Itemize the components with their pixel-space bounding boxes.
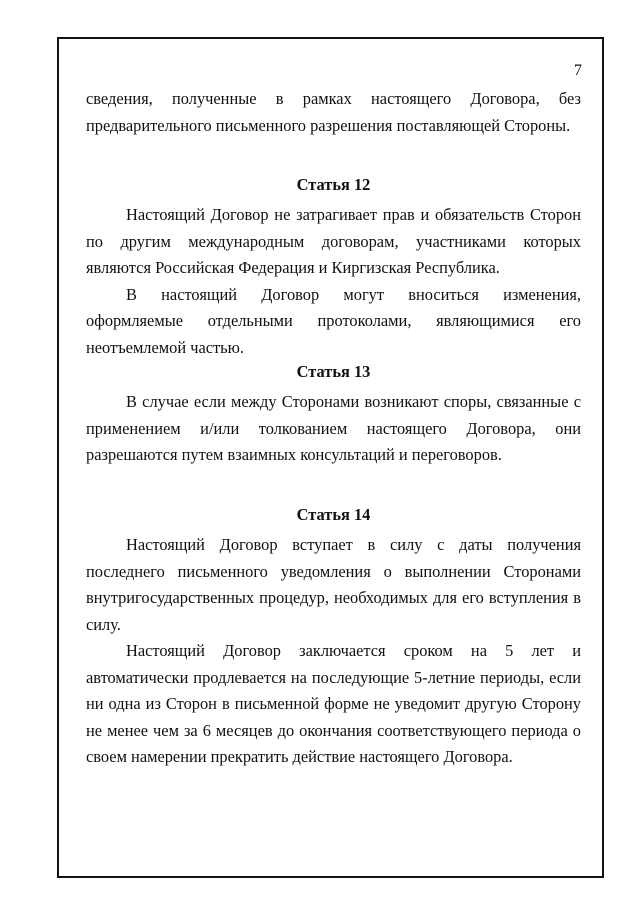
article-14-paragraph-1: Настоящий Договор вступает в силу с даты получения последнего письменного уведомления о выполнении Сторонами внутригосударственных процедур, необходимых для его вступления в силу. [86,535,581,634]
article-14-body [86,532,581,771]
document-page [86,50,586,870]
article-12-body [86,202,581,361]
article-13-body [86,389,581,469]
intro-text [86,86,581,139]
article-13-paragraph-1: В случае если между Сторонами возникают споры, связанные с применением и/или толкованием настоящего Договора, они разрешаются путем взаимных консультаций и переговоров. [86,392,581,464]
article-12-heading: Статья 12 [296,175,371,194]
article-14-paragraph-2: Настоящий Договор заключается сроком на 5 лет и автоматически продлевается на последующие 5-летние периоды, если ни одна из Сторон в письменной форме не уведомит другую Сторону не менее чем за 6 месяцев до окончания соответствующего периода о своем намерении прекратить действие настоящего Договора. [86,641,581,766]
article-12-paragraph-2: В настоящий Договор могут вноситься изменения, оформляемые отдельными протоколами, являющимися его неотъемлемой частью. [86,284,581,357]
page-number: 7 [574,62,582,79]
article-12-paragraph-1: Настоящий Договор не затрагивает прав и обязательств Сторон по другим международным договорам, участниками которых являются Российская Федерация и Киргизская Республика. [86,205,581,277]
article-13-heading: Статья 13 [296,362,371,381]
intro-line-2: предварительного письменного разрешения поставляющей Стороны. [86,115,571,135]
intro-line-1: сведения, полученные в рамках настоящего Договора, без [86,89,581,108]
article-14-heading: Статья 14 [296,505,371,524]
